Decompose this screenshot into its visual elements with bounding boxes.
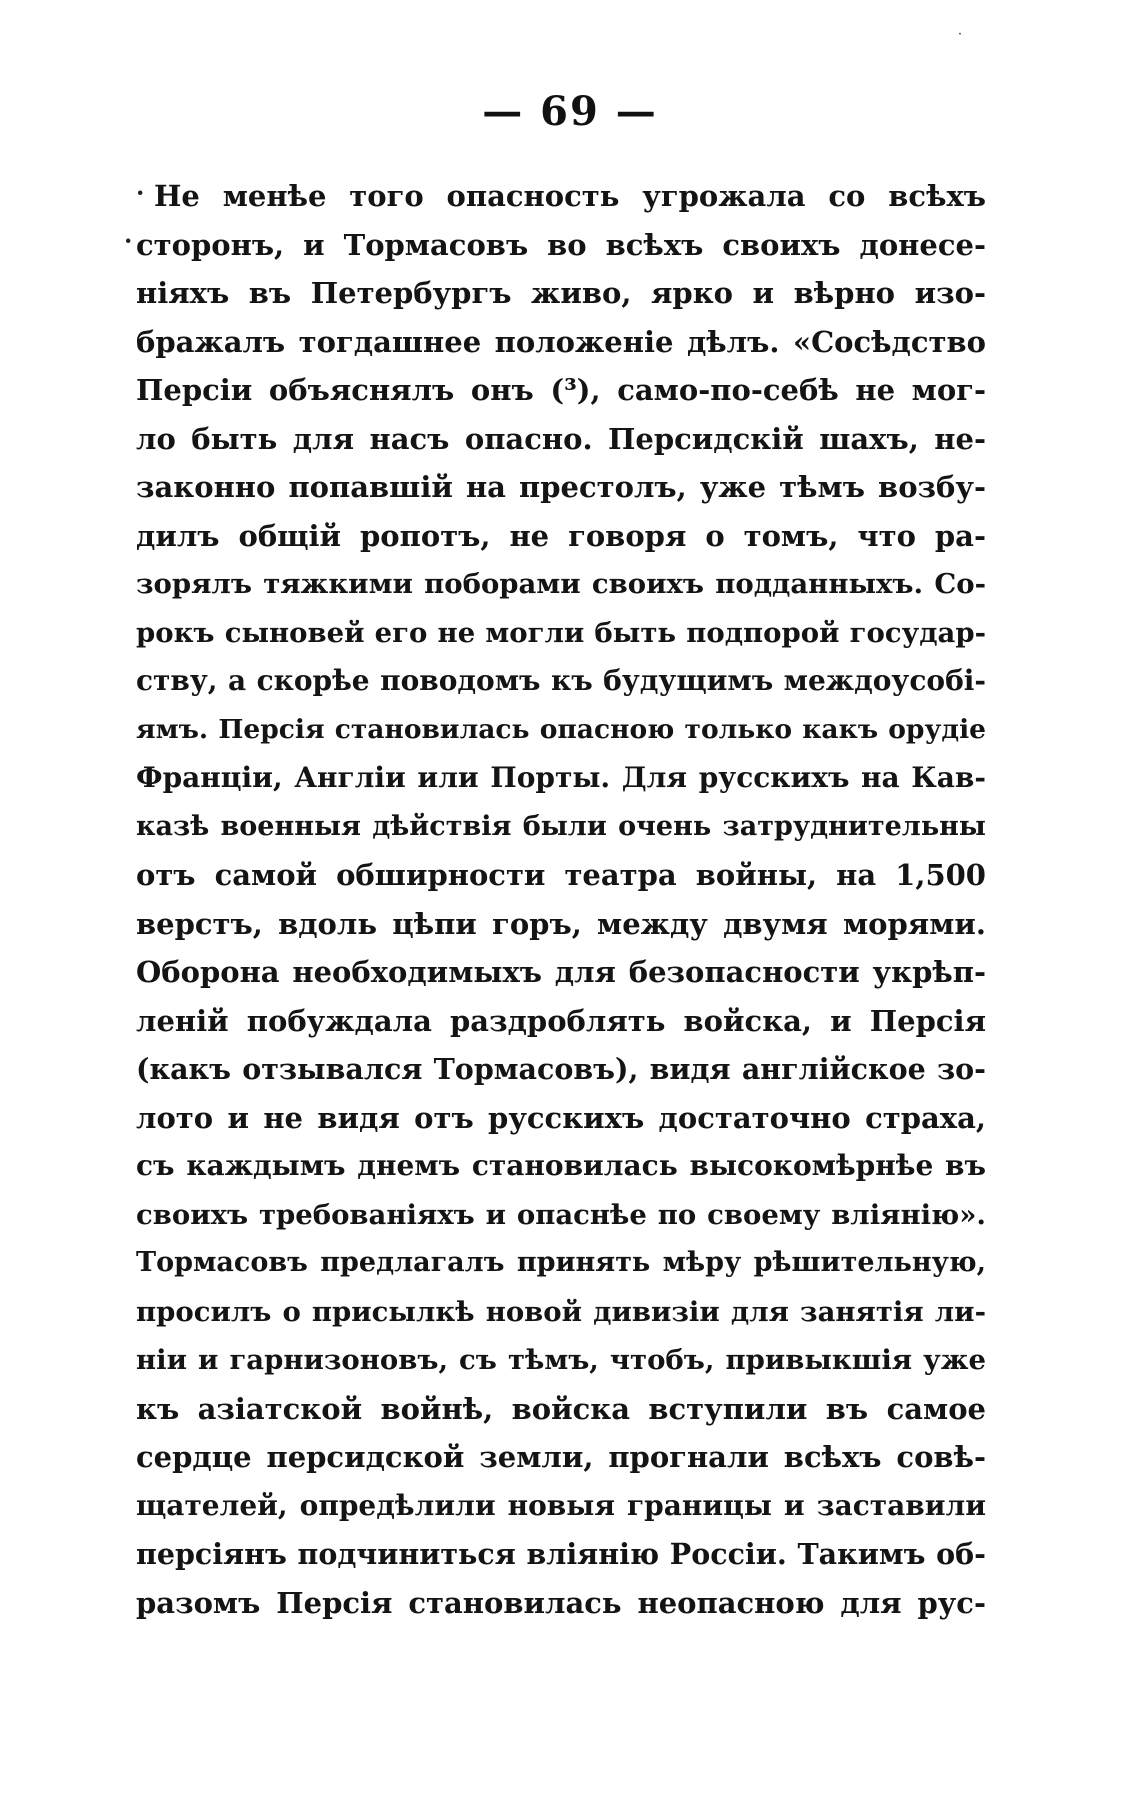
text-line: отъ самой обширности театра войны, на 1,500 [136, 858, 986, 892]
text-line: казѣ военныя дѣйствія были очень затруднительны [136, 810, 986, 842]
text-line: Оборона необходимыхъ для безопасности укрѣп- [136, 955, 986, 989]
text-line: верстъ, вдоль цѣпи горъ, между двумя морями. [136, 906, 986, 941]
text-line: Тормасовъ предлагалъ принять мѣру рѣшительную, [136, 1247, 986, 1278]
text-line: разомъ Персія становилась неопасною для рус- [136, 1585, 986, 1620]
text-line: ніи и гарнизоновъ, съ тѣмъ, чтобъ, привыкшія уже [136, 1344, 986, 1376]
text-line: ло быть для насъ опасно. Персидскій шахъ, не- [136, 421, 986, 456]
text-line: дилъ общій ропотъ, не говоря о томъ, что ра- [136, 518, 986, 553]
text-line: бражалъ тогдашнее положеніе дѣлъ. «Сосѣдство [136, 324, 986, 359]
text-line: зорялъ тяжкими поборами своихъ подданныхъ. Со- [136, 568, 986, 600]
text-line: законно попавшій на престолъ, уже тѣмъ возбу- [136, 470, 986, 504]
text-line: къ азіатской войнѣ, войска вступили въ самое [136, 1391, 986, 1426]
text-line: Персіи объяснялъ онъ (³), само-по-себѣ не мог- [136, 373, 986, 407]
text-line: ству, а скорѣе поводомъ къ будущимъ междоусобі- [136, 664, 986, 697]
body-text [136, 172, 986, 1627]
text-line: щателей, опредѣлили новыя границы и заставили [136, 1488, 986, 1522]
text-line: своихъ требованіяхъ и опаснѣе по своему вліянію». [136, 1198, 986, 1231]
text-line: лото и не видя отъ русскихъ достаточно страха, [136, 1100, 986, 1135]
text-line: Франціи, Англіи или Порты. Для русскихъ на Кав- [136, 761, 986, 794]
text-line: ніяхъ въ Петербургъ живо, ярко и вѣрно изо- [136, 276, 986, 310]
text-line: Не менѣе того опасность угрожала со всѣхъ [154, 179, 986, 213]
text-line: леній побуждала раздроблять войска, и Персія [136, 1003, 986, 1038]
text-line: (какъ отзывался Тормасовъ), видя англійское зо- [136, 1052, 986, 1086]
page-number: — 69 — [482, 88, 658, 135]
text-line: ямъ. Персія становилась опасною только какъ орудіе [136, 713, 986, 745]
text-line: сердце персидской земли, прогнали всѣхъ совѣ- [136, 1440, 986, 1474]
text-line: просилъ о присылкѣ новой дивизіи для занятія ли- [136, 1295, 986, 1328]
text-line: персіянъ подчиниться вліянію Россіи. Такимъ об- [136, 1537, 986, 1571]
text-line: съ каждымъ днемъ становилась высокомѣрнѣе въ [136, 1149, 986, 1182]
text-line: рокъ сыновей его не могли быть подпорой государ- [136, 616, 986, 649]
text-line: сторонъ, и Тормасовъ во всѣхъ своихъ донесе- [136, 227, 986, 262]
margin-dot: · [124, 226, 133, 255]
margin-dot: · [136, 178, 145, 207]
